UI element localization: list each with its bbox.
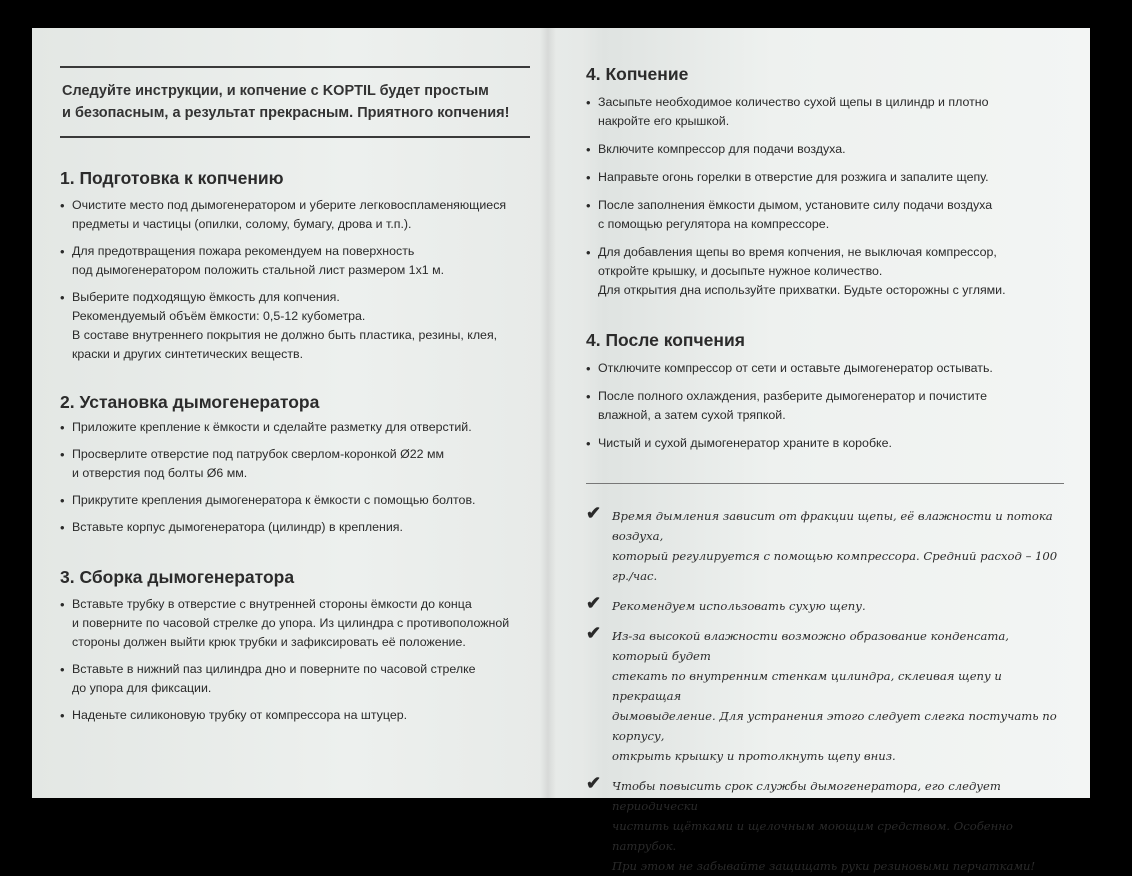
section-list — [60, 196, 530, 364]
list-item-line: накройте его крышкой. — [598, 114, 730, 128]
note-item — [586, 593, 1064, 616]
check-icon: ✔ — [586, 773, 602, 794]
list-item — [586, 196, 1064, 234]
list-item-line: • Прикрутите крепления дымогенератора к ёмкости с помощью болтов. — [72, 493, 476, 507]
list-item — [60, 288, 530, 364]
list-item — [60, 196, 530, 234]
list-item-line: под дымогенератором положить стальной лист размером 1х1 м. — [72, 263, 445, 277]
list-item — [586, 359, 1064, 378]
list-item — [60, 660, 530, 698]
intro-text — [62, 80, 530, 124]
list-item-line: • Вставьте корпус дымогенератора (цилиндр) в крепления. — [72, 520, 403, 534]
list-item-line: предметы и частицы (опилки, солому, бумагу, дрова и т.п.). — [72, 217, 412, 231]
list-item-line: Рекомендуемый объём ёмкости: 0,5-12 кубометра. — [72, 309, 366, 323]
divider — [586, 483, 1064, 484]
section-title: 4. Копчение — [586, 64, 689, 84]
list-item-line: влажной, а затем сухой тряпкой. — [598, 408, 786, 422]
list-item-line: • После заполнения ёмкости дымом, установите силу подачи воздуха — [598, 198, 993, 212]
list-item — [586, 93, 1064, 131]
section-preparation — [60, 168, 530, 364]
list-item-line: • Засыпьте необходимое количество сухой щепы в цилиндр и плотно — [598, 95, 989, 109]
section-title: 2. Установка дымогенератора — [60, 392, 320, 412]
list-item — [60, 242, 530, 280]
list-item-line: Время дымления зависит от фракции щепы, её влажности и потока воздуха, — [612, 509, 1053, 543]
list-item-line: стороны должен выйти крюк трубки и зафиксировать её положение. — [72, 635, 466, 649]
note-item — [586, 503, 1064, 586]
intro-line: Следуйте инструкции, и копчение с KOPTIL будет простым — [62, 83, 489, 99]
list-item-line: • Приложите крепление к ёмкости и сделайте разметку для отверстий. — [72, 420, 472, 434]
list-item-line: При этом не забывайте защищать руки резиновыми перчатками! — [612, 859, 1036, 873]
list-item — [586, 168, 1064, 187]
list-item-line: • После полного охлаждения, разберите дымогенератор и почистите — [598, 389, 987, 403]
list-item-line: который регулируется с помощью компрессора. Средний расход – 100 гр./час. — [612, 549, 1058, 583]
list-item-line: • Вставьте в нижний паз цилиндра дно и поверните по часовой стрелке — [72, 662, 476, 676]
list-item-line: • Для предотвращения пожара рекомендуем на поверхность — [72, 244, 415, 258]
list-item — [586, 434, 1064, 453]
list-item-line: • Вставьте трубку в отверстие с внутренней стороны ёмкости до конца — [72, 597, 472, 611]
top-rule — [60, 66, 530, 68]
section-list — [586, 359, 1064, 453]
list-item — [586, 387, 1064, 425]
section-title: 4. После копчения — [586, 330, 745, 350]
list-item-line: • Чистый и сухой дымогенератор храните в коробке. — [598, 436, 892, 450]
section-title: 1. Подготовка к копчению — [60, 168, 284, 188]
list-item-line: • Направьте огонь горелки в отверстие для розжига и запалите щепу. — [598, 170, 989, 184]
notes-list — [586, 503, 1064, 876]
section-smoking — [586, 64, 1064, 300]
list-item-line: • Выберите подходящую ёмкость для копчения. — [72, 290, 340, 304]
check-icon: ✔ — [586, 593, 602, 614]
left-page — [60, 66, 530, 725]
list-item-line: • Наденьте силиконовую трубку от компрессора на штуцер. — [72, 708, 408, 722]
list-item-line: • Для добавления щепы во время копчения, не выключая компрессор, — [598, 245, 997, 259]
section-after-smoking — [586, 330, 1064, 453]
list-item-line: открыть крышку и протолкнуть щепу вниз. — [612, 749, 896, 763]
intro-bottom-rule — [60, 136, 530, 138]
list-item-line: и отверстия под болты Ø6 мм. — [72, 466, 248, 480]
list-item — [60, 418, 530, 437]
check-icon: ✔ — [586, 503, 602, 524]
list-item-line: Рекомендуем использовать сухую щепу. — [612, 599, 866, 613]
section-list — [60, 418, 530, 537]
section-title: 3. Сборка дымогенератора — [60, 567, 295, 587]
list-item-line: • Отключите компрессор от сети и оставьте дымогенератор остывать. — [598, 361, 993, 375]
section-installation — [60, 392, 530, 537]
section-list — [60, 595, 530, 725]
list-item-line: В составе внутреннего покрытия не должно быть пластика, резины, клея, — [72, 328, 498, 342]
list-item-line: до упора для фиксации. — [72, 681, 212, 695]
intro-line: и безопасным, а результат прекрасным. Приятного копчения! — [62, 105, 510, 121]
list-item-line: Чтобы повысить срок службы дымогенератора, его следует периодически — [612, 779, 1001, 813]
section-assembly — [60, 567, 530, 725]
list-item-line: • Просверлите отверстие под патрубок сверлом-коронкой Ø22 мм — [72, 447, 444, 461]
list-item — [586, 140, 1064, 159]
note-item — [586, 623, 1064, 766]
list-item-line: откройте крышку, и досыпьте нужное количество. — [598, 264, 883, 278]
list-item — [60, 445, 530, 483]
list-item — [60, 491, 530, 510]
list-item-line: чистить щётками и щелочным моющим средством. Особенно патрубок. — [612, 819, 1013, 853]
list-item-line: дымовыделение. Для устранения этого следует слегка постучать по корпусу, — [612, 709, 1057, 743]
list-item-line: Из-за высокой влажности возможно образование конденсата, который будет — [612, 629, 1009, 663]
list-item — [586, 243, 1064, 300]
check-icon: ✔ — [586, 623, 602, 644]
list-item-line: краски и других синтетических веществ. — [72, 347, 304, 361]
list-item-line: с помощью регулятора на компрессоре. — [598, 217, 830, 231]
list-item — [60, 595, 530, 652]
list-item — [60, 518, 530, 537]
section-list — [586, 93, 1064, 300]
list-item-line: • Очистите место под дымогенератором и уберите легковоспламеняющиеся — [72, 198, 507, 212]
right-page — [586, 64, 1064, 876]
list-item-line: Для открытия дна используйте прихватки. Будьте осторожны с углями. — [598, 283, 1006, 297]
page-fold — [540, 28, 556, 798]
note-item — [586, 773, 1064, 876]
list-item-line: • Включите компрессор для подачи воздуха. — [598, 142, 846, 156]
list-item — [60, 706, 530, 725]
list-item-line: и поверните по часовой стрелке до упора. Из цилиндра с противоположной — [72, 616, 510, 630]
list-item-line: стекать по внутренним стенкам цилиндра, склеивая щепу и прекращая — [612, 669, 1002, 703]
